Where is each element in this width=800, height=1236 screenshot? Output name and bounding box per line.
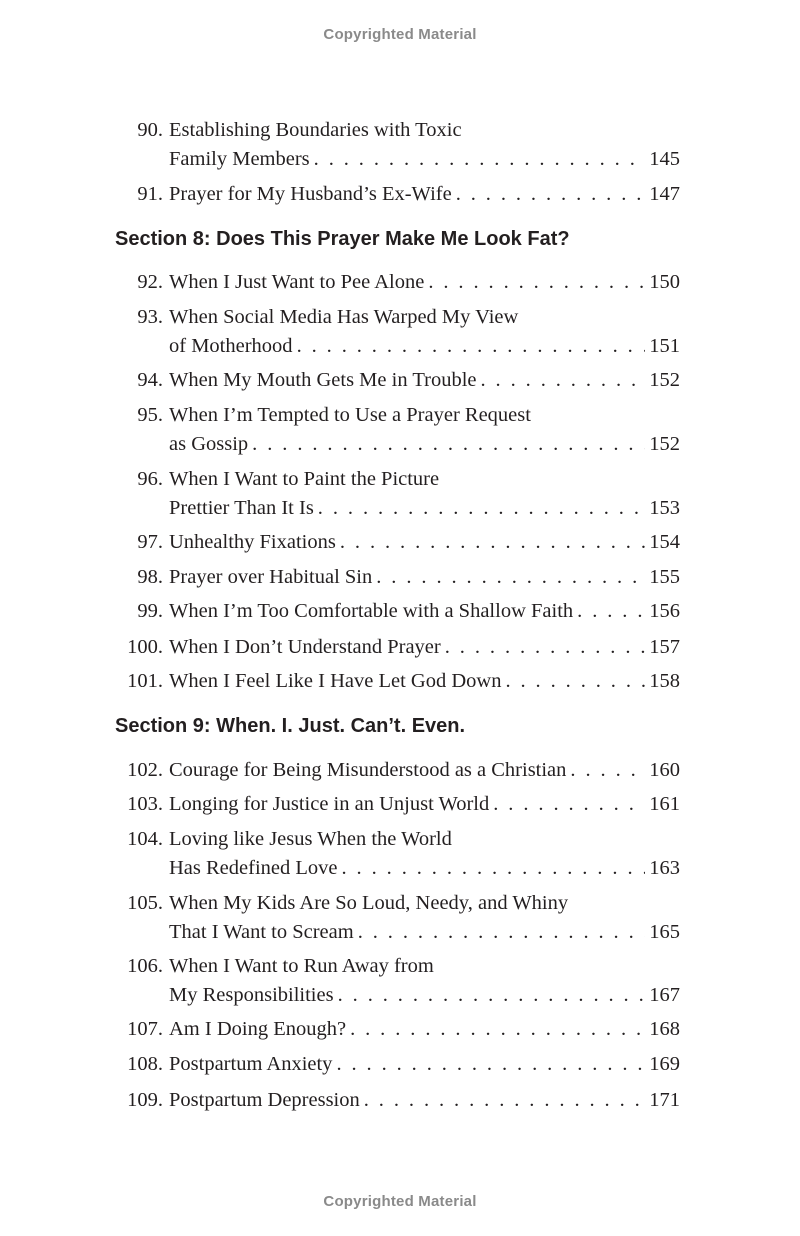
entry-number: 104. [127, 828, 163, 850]
entry-title: Prettier Than It Is [169, 497, 314, 519]
entry-title: When I Feel Like I Have Let God Down [169, 670, 502, 692]
entry-number: 98. [137, 566, 163, 588]
page-number: 163 [649, 857, 680, 879]
dot-leader [358, 918, 646, 947]
entry-number: 94. [137, 369, 163, 391]
page-number: 169 [649, 1053, 680, 1075]
entry-number: 93. [137, 306, 163, 328]
entry-title-row [169, 528, 680, 557]
page-number: 150 [649, 271, 680, 293]
dot-leader [350, 1015, 645, 1044]
toc-entry [0, 667, 800, 696]
page-number: 154 [649, 531, 680, 553]
toc-entry [0, 597, 800, 626]
entry-number: 95. [137, 404, 163, 426]
entry-title-row [169, 854, 680, 883]
dot-leader [570, 756, 645, 785]
toc-entry [0, 303, 800, 361]
entry-number: 99. [137, 600, 163, 622]
entry-title: Family Members [169, 148, 310, 170]
dot-leader [428, 268, 645, 297]
entry-title: When I Just Want to Pee Alone [169, 271, 425, 293]
toc-entry [0, 889, 800, 947]
entry-title-row [169, 1086, 680, 1115]
toc-entry [0, 1015, 800, 1044]
entry-title-line1: When I Want to Run Away from [169, 955, 434, 977]
entry-number: 105. [127, 892, 163, 914]
entry-title-line1: Loving like Jesus When the World [169, 828, 452, 850]
section-8-heading: Section 8: Does This Prayer Make Me Look Fat? [115, 228, 570, 250]
toc-entry [0, 633, 800, 662]
dot-leader [340, 528, 645, 557]
entry-title-line1: When Social Media Has Warped My View [169, 306, 519, 328]
page-number: 152 [649, 433, 680, 455]
entry-title-row [169, 597, 680, 626]
entry-title-row [169, 268, 680, 297]
entry-number: 107. [127, 1018, 163, 1040]
toc-entry [0, 756, 800, 785]
toc-entry [0, 180, 800, 209]
copyright-watermark-top: Copyrighted Material [323, 26, 477, 43]
section-9-heading: Section 9: When. I. Just. Can’t. Even. [115, 715, 466, 737]
entry-title: Am I Doing Enough? [169, 1018, 347, 1040]
entry-title-row [169, 1050, 680, 1079]
page-number: 161 [649, 793, 680, 815]
entry-number: 92. [137, 271, 163, 293]
entry-title: Prayer over Habitual Sin [169, 566, 373, 588]
copyright-watermark-bottom: Copyrighted Material [323, 1193, 477, 1210]
dot-leader [456, 180, 646, 209]
entry-title-row [169, 790, 680, 819]
entry-title-line1: Establishing Boundaries with Toxic [169, 119, 462, 141]
entry-title-row [169, 1015, 680, 1044]
page-number: 165 [649, 921, 680, 943]
dot-leader [481, 366, 646, 395]
entry-number: 108. [127, 1053, 163, 1075]
entry-title: Courage for Being Misunderstood as a Christian [169, 759, 567, 781]
entry-title-row [169, 633, 680, 662]
toc-entry [0, 1086, 800, 1115]
toc-entry [0, 465, 800, 523]
dot-leader [445, 633, 646, 662]
toc-entry [0, 790, 800, 819]
entry-number: 96. [137, 468, 163, 490]
entry-title: Longing for Justice in an Unjust World [169, 793, 490, 815]
toc-entry [0, 952, 800, 1010]
page-number: 151 [649, 335, 680, 357]
page-number: 171 [649, 1089, 680, 1111]
entry-number: 102. [127, 759, 163, 781]
entry-title-line1: When I Want to Paint the Picture [169, 468, 440, 490]
entry-number: 90. [137, 119, 163, 141]
entry-title: My Responsibilities [169, 984, 334, 1006]
entry-title-row [169, 332, 680, 361]
entry-title-row [169, 430, 680, 459]
dot-leader [376, 563, 645, 592]
entry-number: 100. [127, 636, 163, 658]
toc-entry [0, 366, 800, 395]
dot-leader [338, 981, 646, 1010]
entry-number: 103. [127, 793, 163, 815]
toc-entry [0, 401, 800, 459]
entry-title: Postpartum Anxiety [169, 1053, 333, 1075]
entry-title-row [169, 667, 680, 696]
page-number: 157 [649, 636, 680, 658]
entry-title: When My Mouth Gets Me in Trouble [169, 369, 477, 391]
page-number: 147 [649, 183, 680, 205]
toc-entry [0, 268, 800, 297]
entry-number: 101. [127, 670, 163, 692]
entry-title: Postpartum Depression [169, 1089, 360, 1111]
page-number: 168 [649, 1018, 680, 1040]
dot-leader [364, 1086, 646, 1115]
entry-title-row [169, 145, 680, 174]
entry-title-row [169, 563, 680, 592]
entry-title: When I Don’t Understand Prayer [169, 636, 441, 658]
toc-entry [0, 528, 800, 557]
dot-leader [577, 597, 645, 626]
entry-title-line1: When I’m Tempted to Use a Prayer Request [169, 404, 531, 426]
page-number: 152 [649, 369, 680, 391]
entry-title-row [169, 494, 680, 523]
entry-number: 97. [137, 531, 163, 553]
dot-leader [318, 494, 645, 523]
page-number: 158 [649, 670, 680, 692]
dot-leader [336, 1050, 645, 1079]
entry-number: 109. [127, 1089, 163, 1111]
page-number: 145 [649, 148, 680, 170]
entry-title-row [169, 180, 680, 209]
entry-number: 91. [137, 183, 163, 205]
page-number: 167 [649, 984, 680, 1006]
entry-title-row [169, 366, 680, 395]
dot-leader [297, 332, 646, 361]
entry-title-row [169, 918, 680, 947]
entry-title: of Motherhood [169, 335, 293, 357]
page-number: 156 [649, 600, 680, 622]
page-number: 153 [649, 497, 680, 519]
toc-entry [0, 563, 800, 592]
entry-title: Unhealthy Fixations [169, 531, 336, 553]
dot-leader [342, 854, 646, 883]
dot-leader [505, 667, 645, 696]
page-number: 160 [649, 759, 680, 781]
dot-leader [493, 790, 645, 819]
entry-title: That I Want to Scream [169, 921, 354, 943]
entry-title: Has Redefined Love [169, 857, 338, 879]
entry-number: 106. [127, 955, 163, 977]
entry-title-line1: When My Kids Are So Loud, Needy, and Whiny [169, 892, 569, 914]
toc-entry [0, 825, 800, 883]
page-number: 155 [649, 566, 680, 588]
dot-leader [252, 430, 645, 459]
entry-title: Prayer for My Husband’s Ex-Wife [169, 183, 452, 205]
entry-title-row [169, 756, 680, 785]
dot-leader [314, 145, 646, 174]
entry-title: as Gossip [169, 433, 249, 455]
toc-entry [0, 116, 800, 174]
entry-title-row [169, 981, 680, 1010]
entry-title: When I’m Too Comfortable with a Shallow Faith [169, 600, 574, 622]
toc-entry [0, 1050, 800, 1079]
